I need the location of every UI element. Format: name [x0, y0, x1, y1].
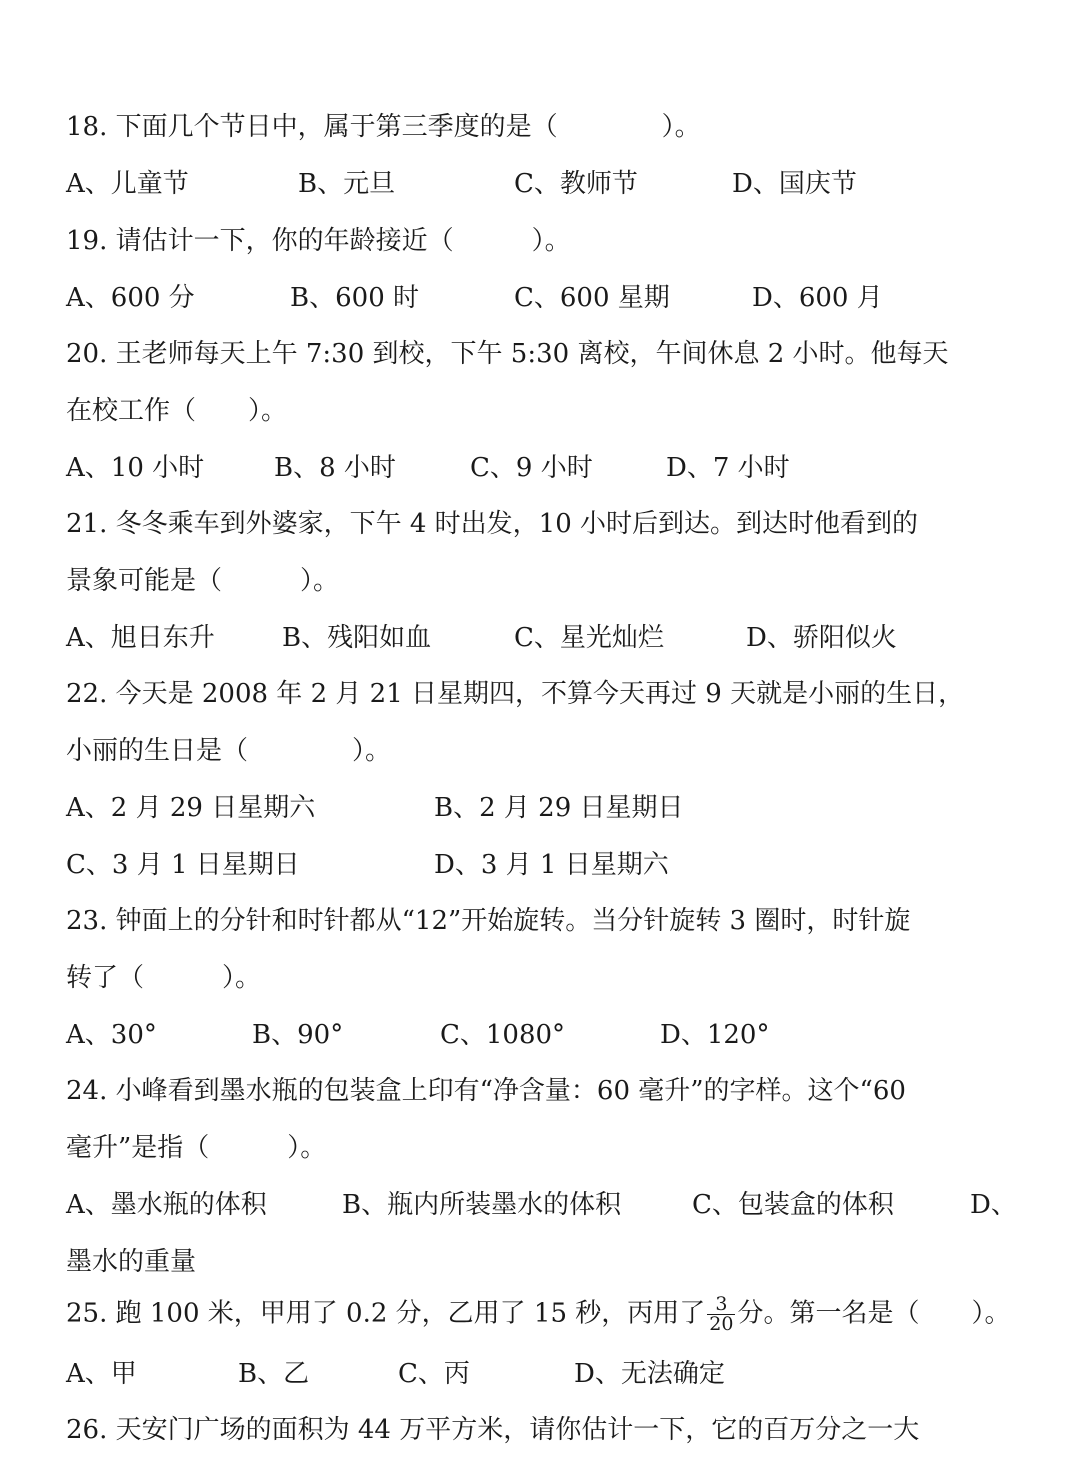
question-20-stem-line1: 20. 王老师每天上午 7:30 到校，下午 5:30 离校，午间休息 2 小时。他每天 — [66, 339, 949, 369]
option-c: C、丙 — [398, 1359, 470, 1389]
option-a: A、30° — [66, 1020, 157, 1050]
fraction-three-twentieths — [707, 1295, 735, 1334]
question-24-stem-line1: 24. 小峰看到墨水瓶的包装盒上印有“净含量：60 毫升”的字样。这个“60 — [66, 1076, 906, 1106]
option-d: D、3 月 1 日星期六 — [434, 850, 669, 880]
option-c: C、1080° — [440, 1020, 566, 1050]
question-25-stem-after: 分。第一名是（ ）。 — [737, 1298, 1011, 1329]
option-a: A、甲 — [66, 1359, 137, 1389]
question-20-stem-line2: 在校工作（ ）。 — [66, 396, 288, 426]
question-25-stem-before: 25. 跑 100 米，甲用了 0.2 分，乙用了 15 秒，丙用了 — [66, 1298, 706, 1329]
option-b: B、元旦 — [298, 169, 396, 199]
question-19-stem: 19. 请估计一下，你的年龄接近（ ）。 — [66, 226, 571, 256]
option-d: D、600 月 — [752, 283, 883, 313]
option-a: A、600 分 — [66, 283, 195, 313]
option-b: B、2 月 29 日星期日 — [434, 793, 684, 823]
question-24-stem-line2: 毫升”是指（ ）。 — [66, 1133, 327, 1163]
question-21-stem-line2: 景象可能是（ ）。 — [66, 566, 340, 596]
question-24-options-row2: 墨水的重量 — [66, 1247, 197, 1277]
option-a: A、2 月 29 日星期六 — [66, 793, 316, 823]
question-22-stem-line1: 22. 今天是 2008 年 2 月 21 日星期四，不算今天再过 9 天就是小丽的生日， — [66, 679, 965, 709]
option-c: C、3 月 1 日星期日 — [66, 850, 300, 880]
option-d: D、骄阳似火 — [746, 623, 897, 653]
question-21-stem-line1: 21. 冬冬乘车到外婆家，下午 4 时出发，10 小时后到达。到达时他看到的 — [66, 509, 919, 539]
question-23-stem-line1: 23. 钟面上的分针和时针都从“12”开始旋转。当分针旋转 3 圈时，时针旋 — [66, 906, 911, 936]
option-d: D、无法确定 — [574, 1359, 725, 1389]
option-c: C、600 星期 — [514, 283, 670, 313]
option-c: C、星光灿烂 — [514, 623, 664, 653]
option-a: A、10 小时 — [66, 453, 205, 483]
question-22-stem-line2: 小丽的生日是（ ）。 — [66, 736, 392, 766]
option-c: C、教师节 — [514, 169, 638, 199]
option-b: B、600 时 — [290, 283, 419, 313]
option-b: B、残阳如血 — [282, 623, 432, 653]
question-25-stem — [66, 1295, 1010, 1334]
question-18-stem: 18. 下面几个节日中，属于第三季度的是（ ）。 — [66, 112, 701, 142]
question-23-stem-line2: 转了（ ）。 — [66, 963, 262, 993]
option-b: B、8 小时 — [274, 453, 396, 483]
option-c: C、9 小时 — [470, 453, 593, 483]
option-c: C、包装盒的体积 — [692, 1190, 894, 1220]
option-d: D、 — [970, 1190, 1017, 1220]
option-d: D、国庆节 — [732, 169, 857, 199]
option-d: D、7 小时 — [666, 453, 790, 483]
option-b: B、瓶内所装墨水的体积 — [342, 1190, 622, 1220]
option-b: B、90° — [252, 1020, 344, 1050]
option-a: A、旭日东升 — [66, 623, 215, 653]
option-b: B、乙 — [238, 1359, 310, 1389]
fraction-denominator: 20 — [709, 1313, 734, 1335]
option-d: D、120° — [660, 1020, 770, 1050]
question-26-stem: 26. 天安门广场的面积为 44 万平方米，请你估计一下，它的百万分之一大 — [66, 1415, 920, 1445]
option-a: A、儿童节 — [66, 169, 189, 199]
option-a: A、墨水瓶的体积 — [66, 1190, 267, 1220]
fraction-numerator: 3 — [707, 1295, 735, 1315]
